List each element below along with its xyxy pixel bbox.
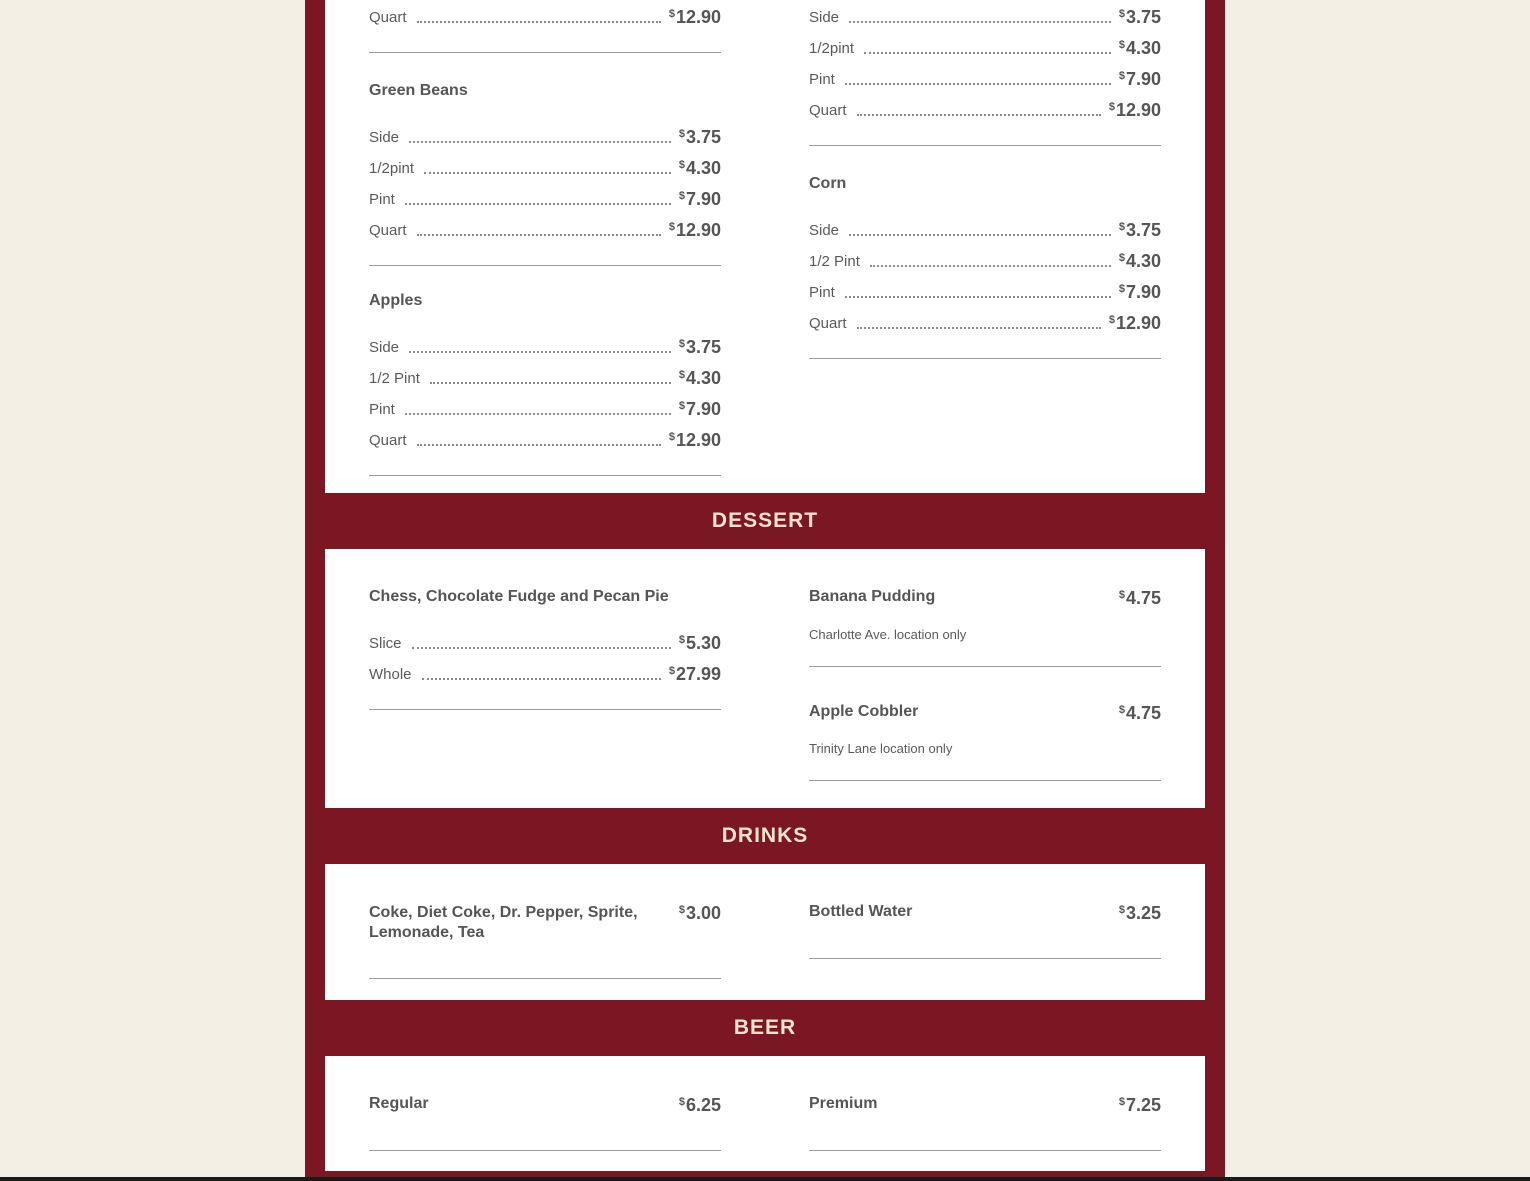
divider: [369, 52, 721, 53]
dot-leader: [424, 171, 671, 174]
drinks-panel: [325, 864, 1205, 1000]
price-row: [369, 659, 721, 690]
price: $6.25: [678, 1095, 721, 1115]
dot-leader: [857, 326, 1101, 329]
item-title: Bottled Water: [809, 903, 913, 920]
sides-left-top: [369, 2, 721, 53]
price: $4.30: [678, 368, 721, 388]
item-note: Charlotte Ave. location only: [809, 627, 967, 642]
apples-item: [369, 292, 721, 476]
size-label: Whole: [369, 666, 420, 683]
price: $7.90: [678, 399, 721, 419]
price-row: [809, 277, 1161, 308]
size-label: Side: [809, 222, 847, 239]
dot-leader: [845, 82, 1111, 85]
dot-leader: [409, 140, 671, 143]
divider: [369, 475, 721, 476]
price-row: [369, 628, 721, 659]
size-label: 1/2pint: [369, 160, 422, 177]
price-row: [369, 184, 721, 215]
price-row: [809, 33, 1161, 64]
price: $3.75: [1118, 220, 1161, 240]
price: $7.90: [678, 189, 721, 209]
price: $4.30: [1118, 251, 1161, 271]
size-label: 1/2 Pint: [369, 370, 428, 387]
price: $12.90: [1108, 313, 1161, 333]
price-row: [369, 2, 721, 33]
size-label: 1/2pint: [809, 40, 862, 57]
price-row: [369, 153, 721, 184]
dessert-panel: [325, 549, 1205, 808]
water-item: [809, 903, 1161, 959]
dot-leader: [417, 20, 661, 23]
divider: [809, 780, 1161, 781]
size-label: Pint: [809, 71, 843, 88]
item-title: Apples: [369, 292, 423, 309]
price: $3.75: [1118, 7, 1161, 27]
pie-item: [369, 588, 721, 710]
corn-item: [809, 175, 1161, 359]
banana-pudding-item: [809, 588, 1161, 667]
sides-panel: [325, 0, 1205, 493]
price-row: [809, 64, 1161, 95]
price: $4.30: [678, 158, 721, 178]
price-row: [809, 308, 1161, 339]
item-title: Banana Pudding: [809, 588, 936, 605]
menu-frame: [305, 0, 1225, 1181]
divider: [809, 145, 1161, 146]
price: $7.90: [1118, 69, 1161, 89]
beer-panel: [325, 1056, 1205, 1171]
regular-beer-item: [369, 1095, 721, 1151]
item-title: Corn: [809, 175, 847, 192]
price-row: [369, 332, 721, 363]
price: $7.25: [1118, 1095, 1161, 1115]
price: $3.00: [678, 903, 721, 923]
price: $3.25: [1118, 903, 1161, 923]
price: $3.75: [678, 337, 721, 357]
size-label: Quart: [809, 315, 855, 332]
dot-leader: [417, 233, 661, 236]
divider: [369, 709, 721, 710]
item-title: Premium: [809, 1095, 878, 1112]
drinks-heading: DRINKS: [721, 824, 809, 847]
size-label: Side: [369, 129, 407, 146]
size-label: Side: [369, 339, 407, 356]
size-label: Quart: [369, 222, 415, 239]
price-row: [809, 95, 1161, 126]
price: $12.90: [668, 220, 721, 240]
divider: [369, 265, 721, 266]
size-label: 1/2 Pint: [809, 253, 868, 270]
divider: [809, 358, 1161, 359]
price: $4.75: [1118, 703, 1161, 723]
item-title: Chess, Chocolate Fudge and Pecan Pie: [369, 588, 669, 605]
price-row: [369, 425, 721, 456]
dot-leader: [417, 443, 661, 446]
dot-leader: [864, 51, 1111, 54]
price: $3.75: [678, 127, 721, 147]
dessert-heading: DESSERT: [711, 509, 819, 532]
dot-leader: [849, 233, 1111, 236]
sides-right-top: [809, 2, 1161, 146]
price: $27.99: [668, 664, 721, 684]
dot-leader: [422, 677, 661, 680]
size-label: Pint: [369, 191, 403, 208]
price-row: [809, 2, 1161, 33]
dot-leader: [870, 264, 1111, 267]
dot-leader: [405, 412, 671, 415]
size-label: Quart: [369, 9, 415, 26]
size-label: Quart: [809, 102, 855, 119]
price: $4.75: [1118, 588, 1161, 608]
price-row: [809, 215, 1161, 246]
bottom-edge: [0, 1177, 1530, 1181]
divider: [809, 958, 1161, 959]
price: $4.30: [1118, 38, 1161, 58]
price-row: [809, 246, 1161, 277]
dot-leader: [412, 646, 671, 649]
price: $7.90: [1118, 282, 1161, 302]
item-note: Trinity Lane location only: [809, 741, 953, 756]
beer-heading: BEER: [733, 1016, 797, 1039]
apple-cobbler-item: [809, 703, 1161, 781]
dot-leader: [430, 381, 671, 384]
price: $12.90: [1108, 100, 1161, 120]
dot-leader: [409, 350, 671, 353]
price-row: [369, 122, 721, 153]
item-title: Green Beans: [369, 82, 468, 99]
price: $12.90: [668, 7, 721, 27]
divider: [369, 978, 721, 979]
size-label: Pint: [369, 401, 403, 418]
size-label: Quart: [369, 432, 415, 449]
price-row: [369, 394, 721, 425]
dot-leader: [845, 295, 1111, 298]
divider: [809, 666, 1161, 667]
premium-beer-item: [809, 1095, 1161, 1151]
divider: [809, 1150, 1161, 1151]
soda-item: [369, 903, 721, 979]
green-beans-item: [369, 82, 721, 266]
divider: [369, 1150, 721, 1151]
dot-leader: [849, 20, 1111, 23]
item-title: Regular: [369, 1095, 429, 1112]
dot-leader: [857, 113, 1101, 116]
price: $5.30: [678, 633, 721, 653]
item-title: Apple Cobbler: [809, 703, 919, 720]
size-label: Slice: [369, 635, 410, 652]
item-title: Coke, Diet Coke, Dr. Pepper, Sprite, Lemonade, Tea: [369, 904, 638, 941]
dot-leader: [405, 202, 671, 205]
price-row: [369, 215, 721, 246]
size-label: Side: [809, 9, 847, 26]
size-label: Pint: [809, 284, 843, 301]
price-row: [369, 363, 721, 394]
price: $12.90: [668, 430, 721, 450]
